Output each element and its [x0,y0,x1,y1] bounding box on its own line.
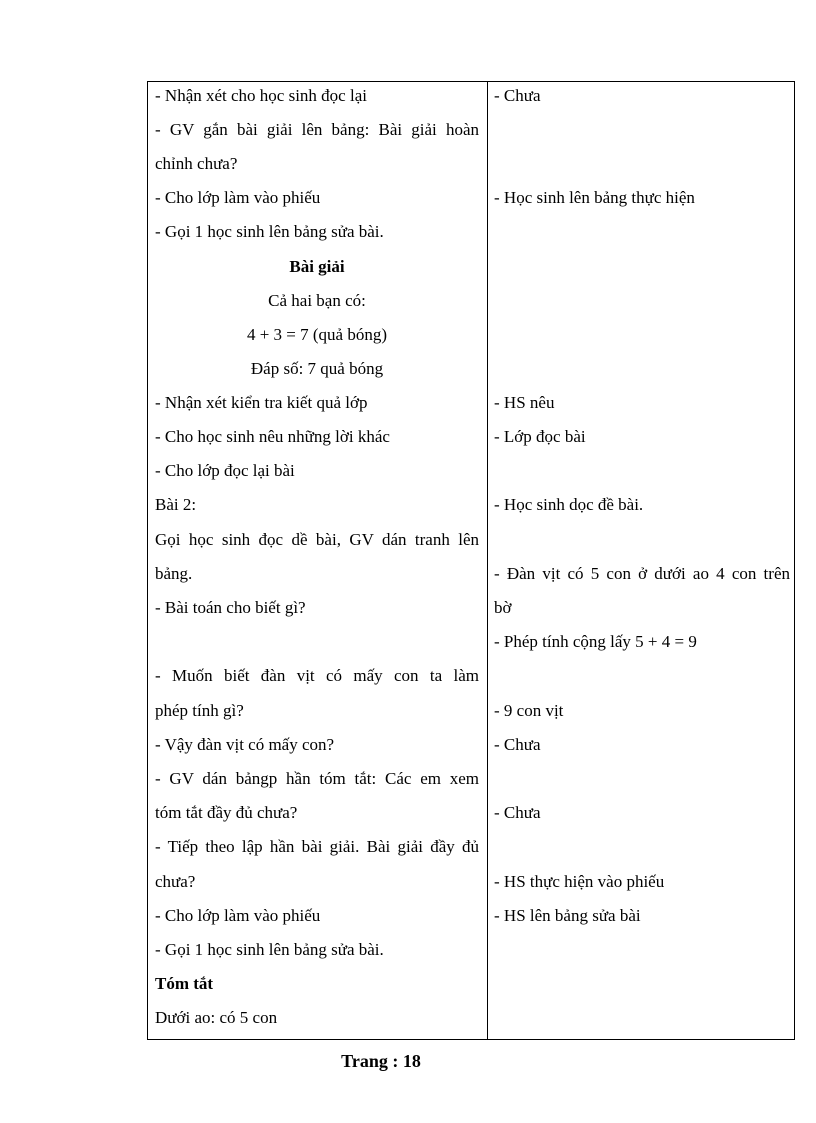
right-line: - HS thực hiện vào phiếu [494,872,665,891]
left-line: - GV gắn bài giải lên bảng: Bài giải hoàn [155,120,479,139]
right-line: - Chưa [494,803,541,822]
left-line: - Vậy đàn vịt có mấy con? [155,735,335,754]
left-line: Dưới ao: có 5 con [155,1008,278,1027]
left-line: - Cho lớp làm vào phiếu [155,906,321,925]
page-number: Trang : 18 [341,1051,421,1071]
left-line: - Nhận xét kiển tra kiết quả lớp [155,393,368,412]
left-line: - Cho lớp đọc lại bài [155,461,295,480]
solution-line: 4 + 3 = 7 (quả bóng) [246,325,388,344]
left-line: - Gọi 1 học sinh lên bảng sửa bài. [155,222,384,241]
right-line: - HS lên bảng sửa bài [494,906,641,925]
teacher-activities-column [155,82,479,1039]
solution-heading: Bài giải [289,257,345,276]
left-line: - Tiếp theo lập hần bài giải. Bài giải đầy đủ [155,837,479,856]
right-line: - Lớp đọc bài [494,427,586,446]
right-line: - Chưa [494,735,541,754]
left-line: bảng. [155,564,193,583]
left-line: Gọi học sinh đọc dề bài, GV dán tranh lên [155,530,479,549]
right-line: - Đàn vịt có 5 con ở dưới ao 4 con trên [494,564,790,583]
left-line: - Bài toán cho biết gì? [155,598,306,617]
lesson-table [147,81,795,1040]
column-divider [487,82,488,1039]
left-line: - Cho học sinh nêu những lời khác [155,427,390,446]
left-line: phép tính gì? [155,701,244,720]
solution-answer: Đáp số: 7 quả bóng [250,359,384,378]
right-line: - Học sinh lên bảng thực hiện [494,188,695,207]
exercise-heading: Bài 2: [155,495,197,514]
right-line: - Phép tính cộng lấy 5 + 4 = 9 [494,632,697,651]
student-activities-column [494,82,790,1039]
right-line: - Học sinh dọc đề bài. [494,495,644,514]
left-line: - Gọi 1 học sinh lên bảng sửa bài. [155,940,384,959]
summary-heading: Tóm tắt [155,974,214,993]
left-line: tóm tắt đầy đủ chưa? [155,803,298,822]
right-line: - 9 con vịt [494,701,564,720]
right-line: - Chưa [494,86,541,105]
left-line: - Nhận xét cho học sinh đọc lại [155,86,367,105]
left-line: chỉnh chưa? [155,154,238,173]
left-line: - GV dán bảngp hần tóm tắt: Các em xem [155,769,479,788]
right-line: - HS nêu [494,393,555,412]
left-line: - Muốn biết đàn vịt có mấy con ta làm [155,666,479,685]
left-line: chưa? [155,872,196,891]
left-line: - Cho lớp làm vào phiếu [155,188,321,207]
solution-line: Cả hai bạn có: [268,291,366,310]
right-line: bờ [494,598,512,617]
